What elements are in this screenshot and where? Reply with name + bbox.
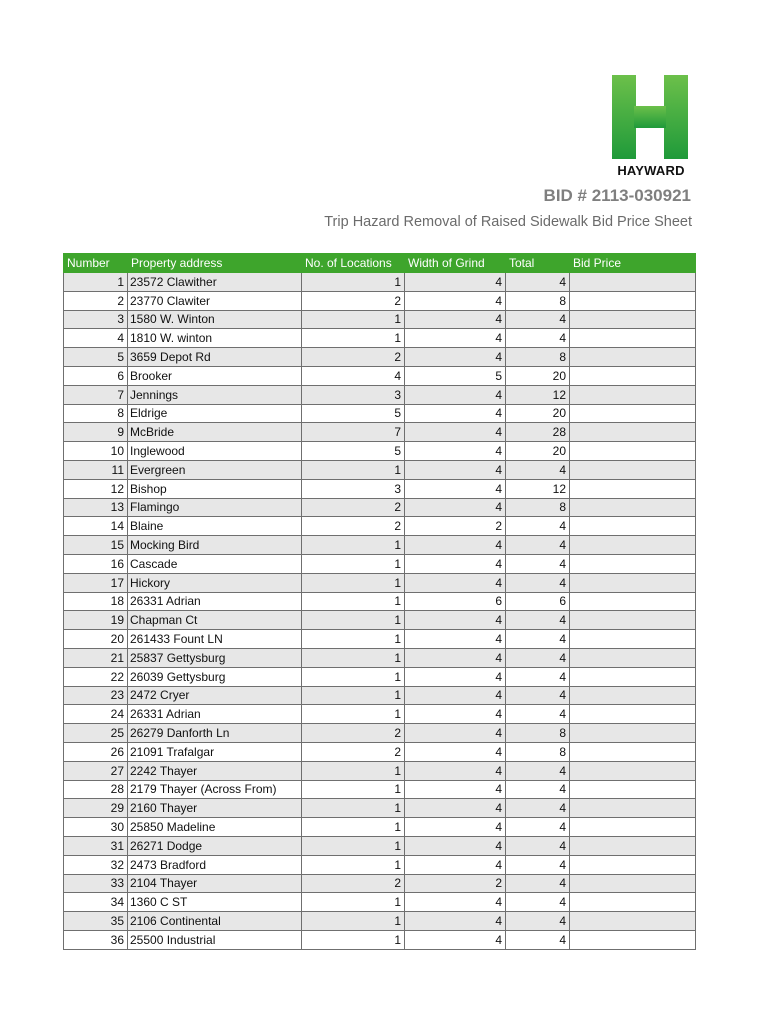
cell-bid-price[interactable] <box>570 855 696 874</box>
table-row <box>64 611 696 630</box>
cell-width-of-grind: 4 <box>405 686 506 705</box>
cell-width-of-grind: 4 <box>405 611 506 630</box>
table-row <box>64 329 696 348</box>
table-row <box>64 912 696 931</box>
cell-bid-price[interactable] <box>570 348 696 367</box>
cell-property-address: McBride <box>128 423 302 442</box>
cell-locations: 2 <box>302 874 405 893</box>
cell-locations: 3 <box>302 479 405 498</box>
cell-locations: 2 <box>302 348 405 367</box>
cell-locations: 1 <box>302 611 405 630</box>
cell-total: 4 <box>506 310 570 329</box>
cell-total: 8 <box>506 724 570 743</box>
cell-locations: 1 <box>302 648 405 667</box>
cell-total: 4 <box>506 705 570 724</box>
col-header-number: Number <box>64 254 128 273</box>
cell-width-of-grind: 4 <box>405 460 506 479</box>
cell-property-address: 25837 Gettysburg <box>128 648 302 667</box>
table-row <box>64 930 696 949</box>
table-row <box>64 742 696 761</box>
cell-number: 1 <box>64 273 128 292</box>
cell-number: 11 <box>64 460 128 479</box>
cell-property-address: 2473 Bradford <box>128 855 302 874</box>
cell-total: 8 <box>506 348 570 367</box>
col-header-bid-price: Bid Price <box>570 254 696 273</box>
hayward-h-icon <box>612 75 688 159</box>
cell-locations: 4 <box>302 366 405 385</box>
cell-bid-price[interactable] <box>570 630 696 649</box>
cell-total: 4 <box>506 460 570 479</box>
cell-bid-price[interactable] <box>570 818 696 837</box>
cell-property-address: 23770 Clawiter <box>128 291 302 310</box>
cell-locations: 1 <box>302 460 405 479</box>
cell-bid-price[interactable] <box>570 554 696 573</box>
cell-bid-price[interactable] <box>570 291 696 310</box>
cell-property-address: Eldrige <box>128 404 302 423</box>
table-row <box>64 573 696 592</box>
cell-property-address: Evergreen <box>128 460 302 479</box>
cell-width-of-grind: 4 <box>405 442 506 461</box>
cell-bid-price[interactable] <box>570 404 696 423</box>
table-row <box>64 366 696 385</box>
cell-property-address: 26039 Gettysburg <box>128 667 302 686</box>
cell-total: 4 <box>506 836 570 855</box>
cell-width-of-grind: 2 <box>405 517 506 536</box>
cell-total: 8 <box>506 498 570 517</box>
cell-bid-price[interactable] <box>570 761 696 780</box>
cell-total: 4 <box>506 780 570 799</box>
table-row <box>64 630 696 649</box>
table-row <box>64 724 696 743</box>
cell-property-address: 2106 Continental <box>128 912 302 931</box>
cell-bid-price[interactable] <box>570 310 696 329</box>
cell-locations: 1 <box>302 573 405 592</box>
table-row <box>64 498 696 517</box>
cell-width-of-grind: 2 <box>405 874 506 893</box>
cell-total: 4 <box>506 630 570 649</box>
table-row <box>64 273 696 292</box>
table-row <box>64 780 696 799</box>
cell-total: 4 <box>506 536 570 555</box>
cell-total: 4 <box>506 611 570 630</box>
cell-total: 4 <box>506 517 570 536</box>
cell-property-address: 25850 Madeline <box>128 818 302 837</box>
cell-bid-price[interactable] <box>570 423 696 442</box>
cell-locations: 5 <box>302 404 405 423</box>
cell-property-address: Cascade <box>128 554 302 573</box>
cell-property-address: Blaine <box>128 517 302 536</box>
cell-number: 32 <box>64 855 128 874</box>
cell-width-of-grind: 4 <box>405 573 506 592</box>
cell-bid-price[interactable] <box>570 573 696 592</box>
cell-width-of-grind: 4 <box>405 893 506 912</box>
cell-locations: 1 <box>302 667 405 686</box>
cell-total: 4 <box>506 329 570 348</box>
table-row <box>64 705 696 724</box>
cell-property-address: 21091 Trafalgar <box>128 742 302 761</box>
table-row <box>64 404 696 423</box>
cell-property-address: 1360 C ST <box>128 893 302 912</box>
cell-bid-price[interactable] <box>570 780 696 799</box>
cell-locations: 7 <box>302 423 405 442</box>
cell-width-of-grind: 4 <box>405 930 506 949</box>
table-row <box>64 799 696 818</box>
cell-locations: 1 <box>302 329 405 348</box>
cell-locations: 1 <box>302 705 405 724</box>
cell-property-address: 2160 Thayer <box>128 799 302 818</box>
cell-locations: 1 <box>302 630 405 649</box>
cell-total: 4 <box>506 573 570 592</box>
cell-total: 20 <box>506 366 570 385</box>
cell-bid-price[interactable] <box>570 648 696 667</box>
cell-number: 23 <box>64 686 128 705</box>
cell-property-address: 23572 Clawither <box>128 273 302 292</box>
cell-locations: 1 <box>302 818 405 837</box>
cell-locations: 2 <box>302 498 405 517</box>
cell-total: 4 <box>506 761 570 780</box>
cell-property-address: 25500 Industrial <box>128 930 302 949</box>
cell-total: 4 <box>506 686 570 705</box>
cell-property-address: 26331 Adrian <box>128 592 302 611</box>
table-row <box>64 479 696 498</box>
table-row <box>64 686 696 705</box>
cell-property-address: 3659 Depot Rd <box>128 348 302 367</box>
cell-property-address: 1580 W. Winton <box>128 310 302 329</box>
cell-width-of-grind: 4 <box>405 799 506 818</box>
table-row <box>64 893 696 912</box>
cell-width-of-grind: 4 <box>405 498 506 517</box>
cell-bid-price[interactable] <box>570 536 696 555</box>
cell-number: 20 <box>64 630 128 649</box>
cell-width-of-grind: 5 <box>405 366 506 385</box>
cell-total: 8 <box>506 742 570 761</box>
cell-number: 34 <box>64 893 128 912</box>
cell-bid-price[interactable] <box>570 667 696 686</box>
cell-width-of-grind: 4 <box>405 291 506 310</box>
cell-width-of-grind: 4 <box>405 479 506 498</box>
cell-width-of-grind: 4 <box>405 836 506 855</box>
cell-locations: 1 <box>302 893 405 912</box>
cell-total: 6 <box>506 592 570 611</box>
cell-locations: 1 <box>302 780 405 799</box>
cell-property-address: 2179 Thayer (Across From) <box>128 780 302 799</box>
table-row <box>64 385 696 404</box>
cell-bid-price[interactable] <box>570 930 696 949</box>
cell-locations: 1 <box>302 912 405 931</box>
cell-number: 10 <box>64 442 128 461</box>
cell-number: 25 <box>64 724 128 743</box>
table-row <box>64 818 696 837</box>
cell-width-of-grind: 4 <box>405 630 506 649</box>
hayward-logo <box>612 75 690 178</box>
cell-width-of-grind: 4 <box>405 385 506 404</box>
cell-total: 4 <box>506 799 570 818</box>
cell-width-of-grind: 4 <box>405 648 506 667</box>
cell-property-address: 26271 Dodge <box>128 836 302 855</box>
cell-bid-price[interactable] <box>570 724 696 743</box>
cell-number: 35 <box>64 912 128 931</box>
bid-price-table <box>63 253 696 950</box>
page-subtitle: Trip Hazard Removal of Raised Sidewalk Bid Price Sheet <box>324 214 692 230</box>
cell-locations: 1 <box>302 592 405 611</box>
cell-bid-price[interactable] <box>570 460 696 479</box>
cell-number: 3 <box>64 310 128 329</box>
cell-number: 17 <box>64 573 128 592</box>
cell-bid-price[interactable] <box>570 442 696 461</box>
cell-property-address: 2472 Cryer <box>128 686 302 705</box>
cell-width-of-grind: 4 <box>405 536 506 555</box>
col-header-width: Width of Grind <box>405 254 506 273</box>
cell-locations: 1 <box>302 536 405 555</box>
cell-locations: 2 <box>302 724 405 743</box>
cell-total: 4 <box>506 648 570 667</box>
cell-bid-price[interactable] <box>570 611 696 630</box>
cell-number: 13 <box>64 498 128 517</box>
cell-total: 8 <box>506 291 570 310</box>
cell-locations: 1 <box>302 799 405 818</box>
cell-number: 4 <box>64 329 128 348</box>
cell-number: 31 <box>64 836 128 855</box>
table-row <box>64 761 696 780</box>
cell-locations: 1 <box>302 930 405 949</box>
table-row <box>64 291 696 310</box>
cell-total: 4 <box>506 273 570 292</box>
cell-locations: 1 <box>302 836 405 855</box>
cell-number: 8 <box>64 404 128 423</box>
cell-property-address: Flamingo <box>128 498 302 517</box>
cell-number: 7 <box>64 385 128 404</box>
cell-property-address: Inglewood <box>128 442 302 461</box>
cell-number: 24 <box>64 705 128 724</box>
cell-number: 30 <box>64 818 128 837</box>
cell-bid-price[interactable] <box>570 874 696 893</box>
cell-width-of-grind: 4 <box>405 818 506 837</box>
cell-locations: 1 <box>302 554 405 573</box>
cell-width-of-grind: 4 <box>405 348 506 367</box>
cell-locations: 2 <box>302 517 405 536</box>
cell-property-address: 26279 Danforth Ln <box>128 724 302 743</box>
cell-number: 27 <box>64 761 128 780</box>
cell-property-address: 2104 Thayer <box>128 874 302 893</box>
cell-number: 18 <box>64 592 128 611</box>
cell-property-address: Bishop <box>128 479 302 498</box>
cell-number: 2 <box>64 291 128 310</box>
cell-total: 4 <box>506 874 570 893</box>
cell-bid-price[interactable] <box>570 912 696 931</box>
cell-bid-price[interactable] <box>570 893 696 912</box>
cell-total: 28 <box>506 423 570 442</box>
cell-total: 12 <box>506 479 570 498</box>
cell-bid-price[interactable] <box>570 705 696 724</box>
cell-number: 33 <box>64 874 128 893</box>
cell-number: 12 <box>64 479 128 498</box>
cell-width-of-grind: 4 <box>405 423 506 442</box>
cell-width-of-grind: 4 <box>405 912 506 931</box>
cell-number: 9 <box>64 423 128 442</box>
cell-locations: 1 <box>302 273 405 292</box>
cell-number: 28 <box>64 780 128 799</box>
cell-width-of-grind: 4 <box>405 855 506 874</box>
cell-bid-price[interactable] <box>570 686 696 705</box>
cell-total: 4 <box>506 912 570 931</box>
cell-width-of-grind: 4 <box>405 742 506 761</box>
cell-number: 29 <box>64 799 128 818</box>
cell-locations: 1 <box>302 310 405 329</box>
cell-total: 4 <box>506 930 570 949</box>
bid-number: BID # 2113-030921 <box>543 186 691 205</box>
cell-locations: 1 <box>302 855 405 874</box>
col-header-total: Total <box>506 254 570 273</box>
table-row <box>64 536 696 555</box>
cell-width-of-grind: 4 <box>405 780 506 799</box>
cell-number: 16 <box>64 554 128 573</box>
logo-wordmark: HAYWARD <box>617 163 685 178</box>
table-row <box>64 554 696 573</box>
table-row <box>64 874 696 893</box>
cell-bid-price[interactable] <box>570 273 696 292</box>
col-header-locations: No. of Locations <box>302 254 405 273</box>
cell-total: 12 <box>506 385 570 404</box>
cell-total: 4 <box>506 667 570 686</box>
cell-property-address: Hickory <box>128 573 302 592</box>
cell-property-address: 261433 Fount LN <box>128 630 302 649</box>
col-header-address: Property address <box>128 254 302 273</box>
cell-bid-price[interactable] <box>570 366 696 385</box>
cell-width-of-grind: 4 <box>405 404 506 423</box>
cell-bid-price[interactable] <box>570 742 696 761</box>
cell-number: 36 <box>64 930 128 949</box>
cell-total: 4 <box>506 855 570 874</box>
cell-width-of-grind: 4 <box>405 724 506 743</box>
table-row <box>64 592 696 611</box>
cell-width-of-grind: 4 <box>405 310 506 329</box>
cell-property-address: Chapman Ct <box>128 611 302 630</box>
table-row <box>64 348 696 367</box>
table-row <box>64 855 696 874</box>
cell-number: 22 <box>64 667 128 686</box>
cell-locations: 1 <box>302 761 405 780</box>
table-header-row <box>64 254 696 273</box>
cell-locations: 1 <box>302 686 405 705</box>
cell-bid-price[interactable] <box>570 592 696 611</box>
cell-total: 20 <box>506 442 570 461</box>
cell-total: 4 <box>506 818 570 837</box>
cell-width-of-grind: 4 <box>405 329 506 348</box>
cell-number: 5 <box>64 348 128 367</box>
cell-bid-price[interactable] <box>570 799 696 818</box>
cell-total: 4 <box>506 554 570 573</box>
cell-property-address: Brooker <box>128 366 302 385</box>
cell-bid-price[interactable] <box>570 329 696 348</box>
cell-property-address: 2242 Thayer <box>128 761 302 780</box>
cell-property-address: Mocking Bird <box>128 536 302 555</box>
cell-width-of-grind: 4 <box>405 761 506 780</box>
cell-bid-price[interactable] <box>570 385 696 404</box>
cell-property-address: 1810 W. winton <box>128 329 302 348</box>
cell-locations: 3 <box>302 385 405 404</box>
cell-width-of-grind: 4 <box>405 554 506 573</box>
table-row <box>64 836 696 855</box>
cell-number: 6 <box>64 366 128 385</box>
cell-number: 14 <box>64 517 128 536</box>
cell-number: 19 <box>64 611 128 630</box>
cell-locations: 5 <box>302 442 405 461</box>
cell-bid-price[interactable] <box>570 479 696 498</box>
cell-width-of-grind: 4 <box>405 667 506 686</box>
cell-bid-price[interactable] <box>570 836 696 855</box>
table-row <box>64 460 696 479</box>
cell-locations: 2 <box>302 291 405 310</box>
cell-bid-price[interactable] <box>570 498 696 517</box>
cell-number: 26 <box>64 742 128 761</box>
cell-property-address: 26331 Adrian <box>128 705 302 724</box>
cell-total: 4 <box>506 893 570 912</box>
cell-number: 21 <box>64 648 128 667</box>
table-row <box>64 442 696 461</box>
table-row <box>64 310 696 329</box>
cell-width-of-grind: 6 <box>405 592 506 611</box>
table-row <box>64 667 696 686</box>
cell-number: 15 <box>64 536 128 555</box>
cell-width-of-grind: 4 <box>405 705 506 724</box>
cell-total: 20 <box>506 404 570 423</box>
cell-width-of-grind: 4 <box>405 273 506 292</box>
cell-property-address: Jennings <box>128 385 302 404</box>
table-row <box>64 648 696 667</box>
table-row <box>64 423 696 442</box>
table-row <box>64 517 696 536</box>
cell-locations: 2 <box>302 742 405 761</box>
cell-bid-price[interactable] <box>570 517 696 536</box>
